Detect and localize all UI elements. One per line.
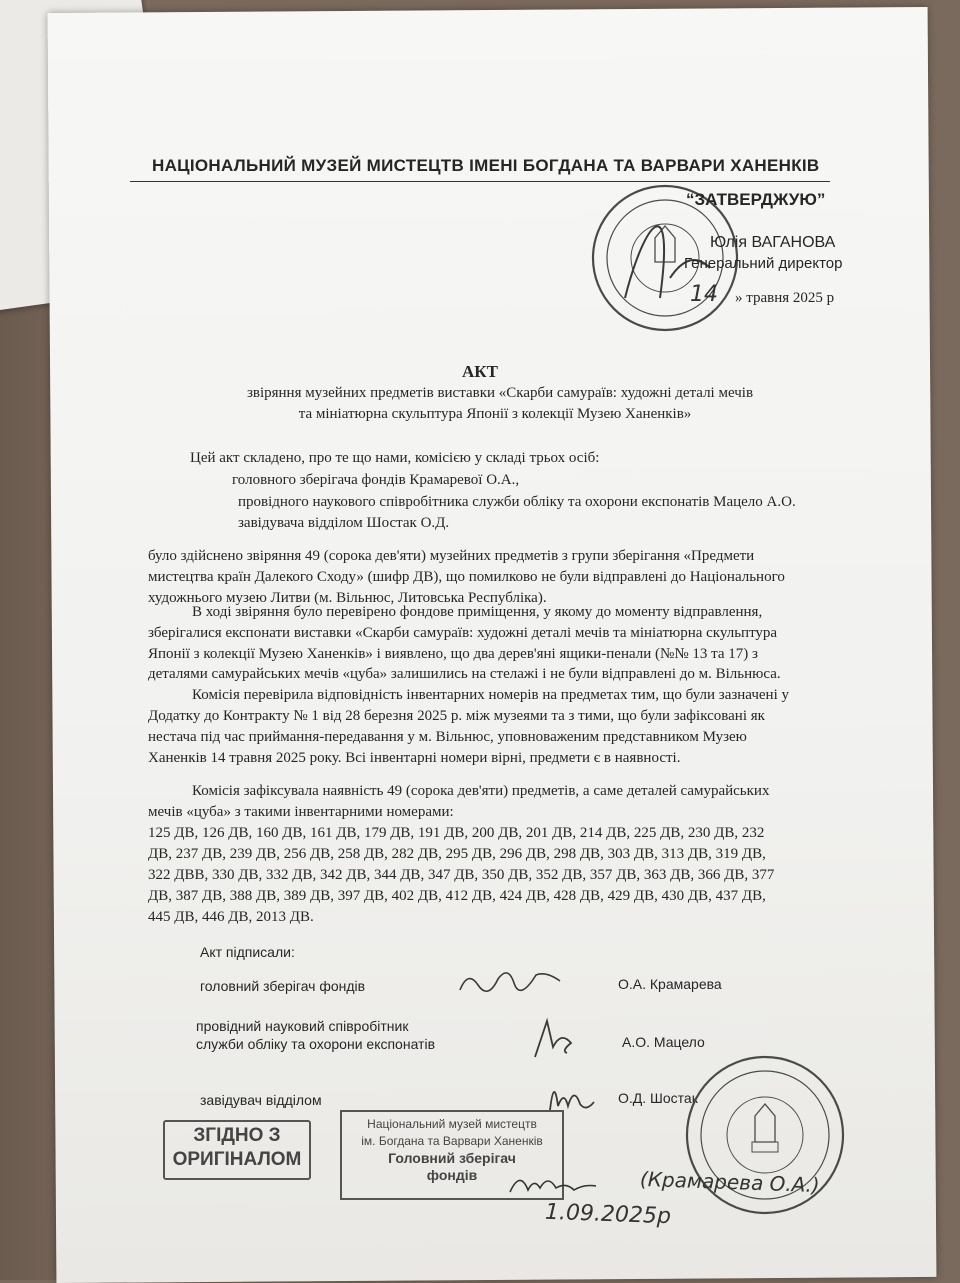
commission-member: провідного наукового співробітника служби обліку та охорони експонатів Мацело А.О.: [238, 494, 796, 510]
paragraph-line: Комісія зафіксувала наявність 49 (сорока дев'яти) предметів, а саме деталей самурайських: [192, 783, 770, 799]
signed-label: Акт підписали:: [200, 944, 295, 960]
director-position: Генеральний директор: [684, 255, 843, 272]
signature-kramareva: [455, 962, 565, 1002]
inventory-line: 322 ДВВ, 330 ДВ, 332 ДВ, 342 ДВ, 344 ДВ, 347 ДВ, 350 ДВ, 352 ДВ, 357 ДВ, 363 ДВ, 366 ДВ, 377: [148, 867, 775, 883]
signatory-name: О.А. Крамарева: [618, 976, 722, 992]
stamp-line: ОРИГІНАЛОМ: [172, 1149, 302, 1170]
paragraph-line: було здійснено звіряння 49 (сорока дев'яти) музейних предметів з групи зберігання «Предмети: [148, 548, 755, 564]
certified-copy-stamp: [163, 1120, 311, 1180]
stamp-line: фондів: [426, 1167, 478, 1183]
paragraph-line: деталями самурайських мечів «цуба» залишились на стелажі і не були відправлені до м. Вільнюса.: [148, 666, 781, 682]
inventory-line: 445 ДВ, 446 ДВ, 2013 ДВ.: [148, 909, 314, 925]
paragraph-line: художнього музею Литви (м. Вільнюс, Литовська Республіка).: [148, 590, 547, 606]
signatory-role: завідувач відділом: [200, 1092, 322, 1108]
stamp-line: Національний музей мистецтв: [367, 1117, 537, 1131]
inventory-line: 125 ДВ, 126 ДВ, 160 ДВ, 161 ДВ, 179 ДВ, 191 ДВ, 200 ДВ, 201 ДВ, 214 ДВ, 225 ДВ, 230 ДВ, 232: [148, 825, 765, 841]
certification-signature: [505, 1166, 625, 1202]
stamp-line: Головний зберігач: [388, 1150, 516, 1166]
document-title: АКТ: [462, 362, 498, 381]
approval-date-handwritten: 14: [690, 282, 718, 307]
handwritten-name: (Крамарева О.А.): [639, 1166, 821, 1198]
paragraph-line: зберігалися експонати виставки «Скарби самураїв: художні деталі мечів та мініатюрна скульптура: [148, 625, 778, 641]
handwritten-date: 1.09.2025р: [544, 1199, 672, 1230]
signatory-role: головний зберігач фондів: [200, 978, 366, 994]
stamp-line: ім. Богдана та Варвари Ханенків: [361, 1134, 543, 1148]
signatory-role: служби обліку та охорони експонатів: [196, 1036, 436, 1052]
paragraph-line: В ході звіряння було перевірено фондове приміщення, у якому до моменту відправлення,: [192, 604, 763, 620]
signatory-name: А.О. Мацело: [622, 1034, 705, 1050]
paragraph-line: нестача під час приймання-передавання у м. Вільнюс, уповноваженим представником Музею: [148, 729, 747, 745]
stamp-line: ЗГІДНО З: [193, 1125, 281, 1146]
approval-date: » травня 2025 р: [735, 290, 835, 306]
document-subtitle-line-2: та мініатюрна скульптура Японії з колекції Музею Ханенків»: [298, 406, 692, 422]
institution-header: НАЦІОНАЛЬНИЙ МУЗЕЙ МИСТЕЦТВ ІМЕНІ БОГДАНА ТА ВАРВАРИ ХАНЕНКІВ: [152, 156, 820, 175]
signatory-role: провідний науковий співробітник: [196, 1018, 409, 1034]
paragraph-line: Ханенків 14 травня 2025 року. Всі інвентарні номери вірні, предмети є в наявності.: [148, 750, 681, 766]
signatory-name: О.Д. Шостак: [618, 1090, 698, 1106]
director-name: Юлія ВАГАНОВА: [710, 234, 836, 251]
approval-label: “ЗАТВЕРДЖУЮ”: [686, 190, 826, 209]
paragraph-line: мистецтва країн Далекого Сходу» (шифр ДВ), що помилково не були відправлені до Національного: [148, 569, 785, 585]
document-subtitle-line-1: звіряння музейних предметів виставки «Скарби самураїв: художні деталі мечів: [246, 385, 754, 401]
inventory-line: ДВ, 237 ДВ, 239 ДВ, 256 ДВ, 258 ДВ, 282 ДВ, 295 ДВ, 296 ДВ, 298 ДВ, 303 ДВ, 313 ДВ, 319 ДВ,: [148, 846, 766, 862]
inventory-line: ДВ, 387 ДВ, 388 ДВ, 389 ДВ, 397 ДВ, 402 ДВ, 412 ДВ, 424 ДВ, 428 ДВ, 429 ДВ, 430 ДВ, 437 ДВ,: [148, 888, 766, 904]
paragraph-line: Комісія перевірила відповідність інвентарних номерів на предметах тим, що були зазначені у: [192, 687, 790, 703]
paragraph-line: Японії з колекції Музею Ханенків» і виявлено, що два дерев'яні ящики-пенали (№№ 13 та 17) з: [148, 646, 758, 662]
intro-text: Цей акт складено, про те що нами, комісією у складі трьох осіб:: [190, 450, 600, 466]
commission-member: головного зберігача фондів Крамаревої О.А.,: [232, 472, 520, 488]
paragraph-line: Додатку до Контракту № 1 від 28 березня 2025 р. між музеями та з тими, що були зафіксовані як: [148, 708, 765, 724]
commission-member: завідувача відділом Шостак О.Д.: [238, 515, 450, 531]
paragraph-line: мечів «цуба» з такими інвентарними номерами:: [148, 804, 454, 820]
signature-matselo: [525, 1012, 595, 1062]
